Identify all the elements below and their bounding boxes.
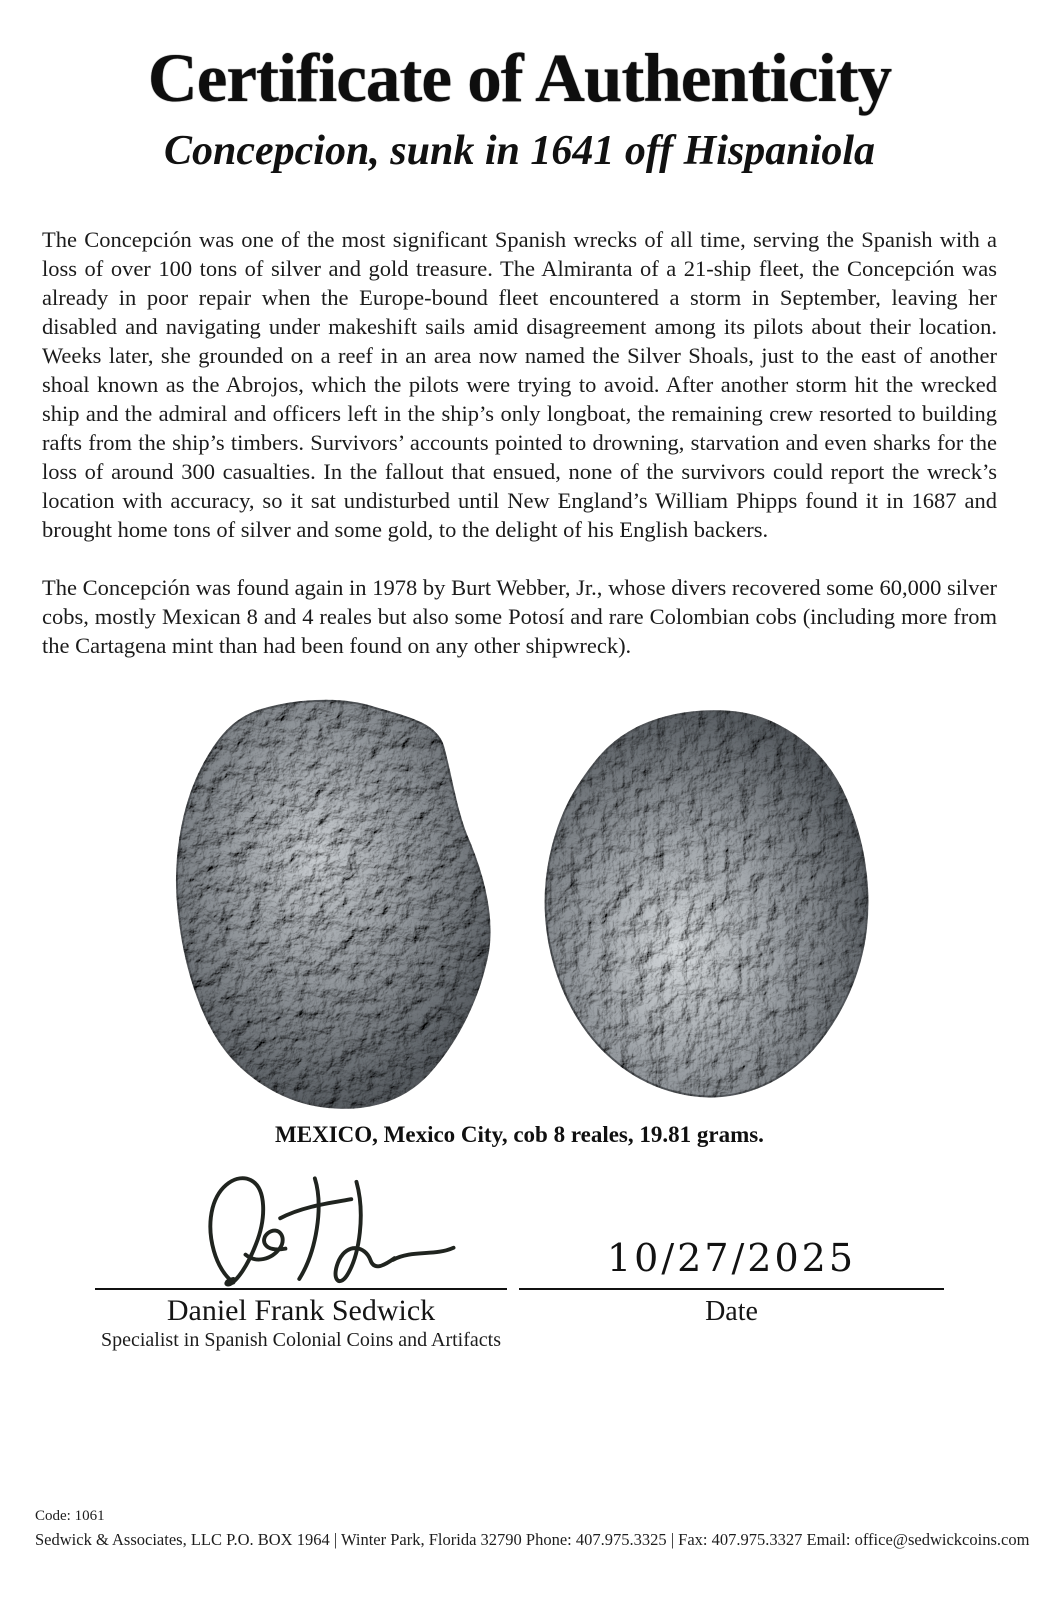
signer-role: Specialist in Spanish Colonial Coins and Artifacts [101, 1329, 501, 1351]
coin-obverse-image [160, 694, 505, 1114]
certificate-title: Certificate of Authenticity [147, 40, 892, 116]
signature-block [95, 1166, 507, 1352]
coin-reverse-image [521, 704, 879, 1104]
code-number: Code: 1061 [35, 1508, 105, 1524]
date-label: Date [705, 1296, 758, 1327]
certificate-subtitle: Concepcion, sunk in 1641 off Hispaniola [163, 128, 875, 174]
signer-name: Daniel Frank Sedwick [166, 1294, 436, 1327]
signature-image [111, 1168, 491, 1298]
signature-area [95, 1166, 507, 1288]
date-line [519, 1288, 944, 1290]
certificate-footer [35, 1508, 1030, 1550]
recovery-paragraph: The Concepción was found again in 1978 by Burt Webber, Jr., whose divers recovered some 60,000 silver cobs, mostly Mexican 8 and 4 reales but also some Potosí and rare Colombian cobs (including more from the Cartagena mint than had been found on any other shipwreck). [42, 575, 997, 658]
date-value: 10/27/2025 [606, 1236, 857, 1280]
certificate-body [0, 225, 1039, 660]
certificate-header [0, 0, 1039, 175]
date-block [519, 1166, 944, 1352]
signature-date-row [0, 1166, 1039, 1352]
history-paragraph: The Concepción was one of the most significant Spanish wrecks of all time, serving the Spanish with a loss of over 100 tons of silver and gold treasure. The Almiranta of a 21-ship fleet, the Concepción was already in poor repair when the Europe-bound fleet encountered a storm in September, leaving her disabled and navigating under makeshift sails amid disagreement among its pilots about their location. Weeks later, she grounded on a reef in an area now named the Silver Shoals, just to the east of another shoal known as the Abrojos, which the pilots were trying to avoid. After another storm hit the wrecked ship and the admiral and officers left in the ship’s only longboat, the remaining crew resorted to building rafts from the ship’s timbers. Survivors’ accounts pointed to drowning, starvation and even sharks for the loss of around 300 casualties. In the fallout that ensued, none of the survivors could report the wreck’s location with accuracy, so it sat undisturbed until New England’s William Phipps found it in 1687 and brought home tons of silver and some gold, to the delight of his English backers. [42, 227, 997, 542]
coin-photos [0, 694, 1039, 1114]
date-area [519, 1166, 944, 1288]
company-address: Sedwick & Associates, LLC P.O. BOX 1964 | Winter Park, Florida 32790 Phone: 407.975.3325 | Fax: 407.975.3327 Email: office@sedwickcoins.com [35, 1530, 1030, 1549]
coin-caption: MEXICO, Mexico City, cob 8 reales, 19.81 grams. [275, 1122, 764, 1147]
